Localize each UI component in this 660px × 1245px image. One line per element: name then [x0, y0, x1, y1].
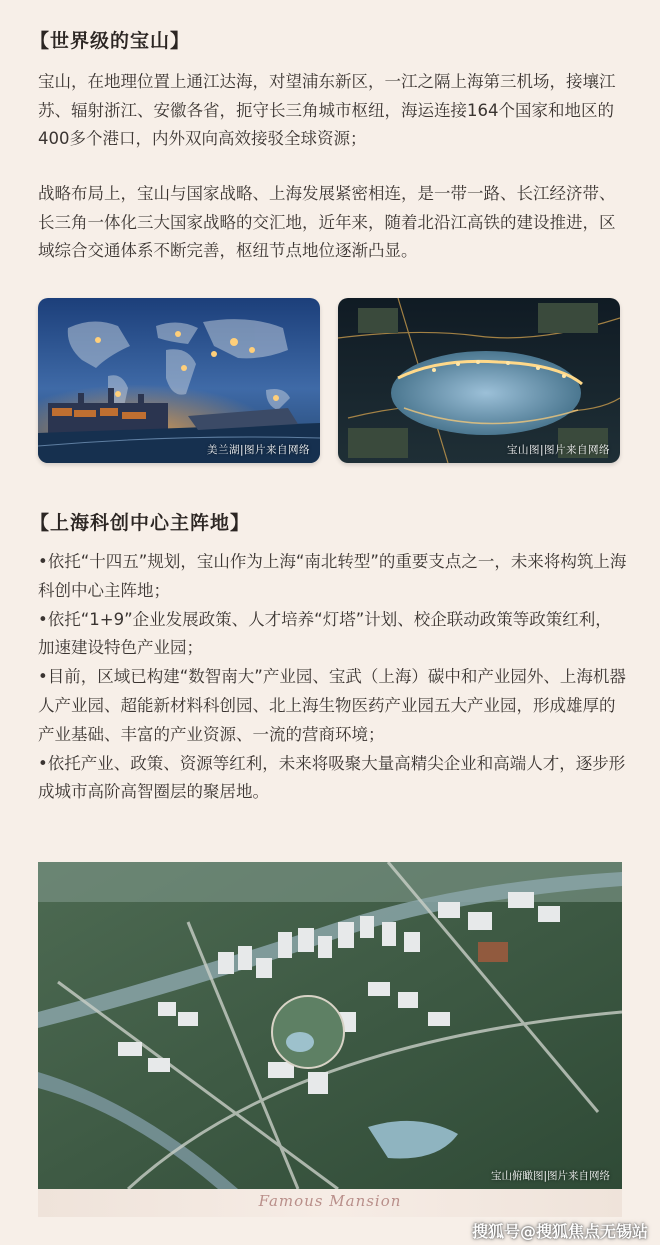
- bullet-item: •依托产业、政策、资源等红利，未来将吸聚大量高精尖企业和高端人才，逐步形成城市高阶高智圈层的聚居地。: [38, 753, 626, 802]
- lake-image: [338, 298, 620, 463]
- bullet-item: •依托“十四五”规划，宝山作为上海“南北转型”的重要支点之一，未来将构筑上海科创中心主阵地；: [38, 552, 627, 600]
- signature-strip: [38, 1189, 622, 1217]
- photo-aerial-baoshan: [38, 862, 622, 1189]
- paragraph-location: 宝山，在地理位置上通江达海，对望浦东新区，一江之隔上海第三机场，接壤江苏、辐射浙江、安徽各省，扼守长三角城市枢纽，海运连接164个国家和地区的400多个港口，内外双向高效接驳全球资源；: [38, 72, 616, 148]
- section-title-innovation: 【上海科创中心主阵地】: [30, 512, 251, 534]
- section-title-world-class: 【世界级的宝山】: [30, 30, 191, 52]
- aerial-caption: 宝山俯瞰图|图片来自网络: [490, 1170, 610, 1182]
- port-image: [38, 298, 320, 463]
- bullet-item: •依托“1+9”企业发展政策、人才培养“灯塔”计划、校企联动政策等政策红利，加速建设特色产业园；: [38, 609, 612, 658]
- innovation-bullet-list: [38, 548, 628, 807]
- famous-mansion-script: Famous Mansion: [258, 1192, 402, 1210]
- photo-caption-right: 宝山图|图片来自网络: [506, 444, 610, 456]
- sohu-watermark: 搜狐号@搜狐焦点无锡站: [471, 1222, 648, 1241]
- bullet-item: •目前，区域已构建“数智南大”产业园、宝武（上海）碳中和产业园外、上海机器人产业园、超能新材料科创园、北上海生物医药产业园五大产业园，形成雄厚的产业基础、丰富的产业资源、一流的营商环境；: [38, 667, 626, 744]
- photo-caption-left: 美兰湖|图片来自网络: [206, 444, 310, 456]
- paragraph-strategy: 战略布局上，宝山与国家战略、上海发展紧密相连，是一带一路、长江经济带、长三角一体化三大国家战略的交汇地，近年来，随着北沿江高铁的建设推进，区域综合交通体系不断完善，枢纽节点地位逐渐凸显。: [38, 184, 616, 260]
- photo-night-lake: [338, 298, 620, 463]
- photo-port-world-map: [38, 298, 320, 463]
- aerial-image: [38, 862, 622, 1189]
